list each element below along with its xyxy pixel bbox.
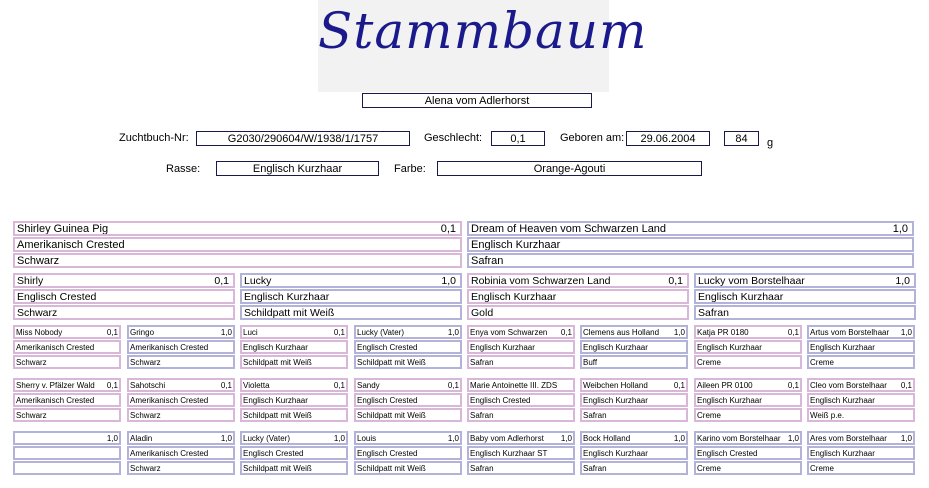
name-row — [240, 378, 348, 392]
name-row — [807, 431, 915, 445]
pedigree-card — [807, 431, 915, 476]
color-value: Creme — [697, 411, 722, 420]
name-row — [467, 325, 575, 339]
breed-row — [240, 340, 348, 354]
breed-row — [467, 340, 575, 354]
color-row — [13, 305, 235, 320]
color-value: Safran — [698, 307, 729, 319]
color-row — [467, 408, 575, 422]
sex-value: 0,1 — [787, 381, 799, 390]
sex-value: 1,0 — [220, 434, 232, 443]
color-row — [240, 408, 348, 422]
color-row — [127, 461, 235, 475]
pedigree-card — [467, 325, 575, 370]
sex-value: 1,0 — [441, 275, 456, 287]
animal-name: Gringo — [130, 328, 155, 337]
color-row — [127, 408, 235, 422]
breed-row — [467, 237, 914, 252]
breed-value: Englisch Kurzhaar — [471, 239, 561, 251]
breed-row — [807, 340, 915, 354]
color-value: Creme — [810, 464, 835, 473]
color-row — [354, 355, 462, 369]
pedigree-card — [467, 431, 575, 476]
color-row — [807, 408, 915, 422]
name-row — [13, 325, 121, 339]
pedigree-card — [467, 221, 914, 269]
animal-name: Shirly — [17, 275, 44, 287]
breed-value: Englisch Crested — [17, 291, 97, 303]
color-value: Schildpatt mit Weiß — [244, 307, 335, 319]
pedigree-card — [240, 325, 348, 370]
name-row — [13, 378, 121, 392]
breed-row — [807, 446, 915, 460]
pedigree-card — [694, 273, 916, 321]
animal-name: Clemens aus Holland — [583, 328, 660, 337]
name-row — [580, 325, 688, 339]
pedigree-card — [467, 378, 575, 423]
breed-row — [13, 393, 121, 407]
color-row — [13, 355, 121, 369]
color-row — [694, 461, 802, 475]
name-row — [127, 378, 235, 392]
name-row — [240, 325, 348, 339]
animal-name-field: Alena vom Adlerhorst — [362, 93, 592, 108]
breed-row — [13, 289, 235, 304]
animal-name: Sherry v. Pfälzer Wald — [16, 381, 95, 390]
animal-name: Enya vom Schwarzen — [470, 328, 548, 337]
name-row — [694, 378, 802, 392]
color-value: Creme — [697, 464, 722, 473]
rasse-field: Englisch Kurzhaar — [216, 161, 379, 176]
color-value: Schwarz — [16, 358, 47, 367]
name-row — [580, 378, 688, 392]
pedigree-card — [354, 378, 462, 423]
pedigree-card — [13, 378, 121, 423]
sex-value: 1,0 — [787, 434, 799, 443]
sex-value: 0,1 — [787, 328, 799, 337]
color-value: Schildpatt mit Weiß — [243, 411, 312, 420]
color-row — [240, 355, 348, 369]
sex-value: 0,1 — [447, 381, 459, 390]
breed-value: Englisch Kurzhaar — [810, 343, 875, 352]
color-row — [580, 355, 688, 369]
color-row — [694, 408, 802, 422]
pedigree-card — [694, 378, 802, 423]
animal-name: Robinia vom Schwarzen Land — [471, 275, 611, 287]
name-row — [240, 273, 462, 288]
breed-value: Englisch Kurzhaar — [243, 396, 308, 405]
pedigree-card — [580, 325, 688, 370]
animal-name: Lucky (Vater) — [357, 328, 404, 337]
pedigree-card — [580, 431, 688, 476]
pedigree-card — [127, 325, 235, 370]
animal-name: Baby vom Adlerhorst — [470, 434, 544, 443]
name-row — [13, 273, 235, 288]
color-value: Schwarz — [17, 307, 58, 319]
color-value: Safran — [470, 411, 494, 420]
sex-value: 1,0 — [900, 434, 912, 443]
color-row — [240, 305, 462, 320]
pedigree-card — [127, 431, 235, 476]
sex-value: 0,1 — [220, 381, 232, 390]
sex-value: 1,0 — [900, 328, 912, 337]
pedigree-card — [127, 378, 235, 423]
name-row — [807, 378, 915, 392]
pedigree-card — [240, 431, 348, 476]
breed-value: Englisch Kurzhaar — [698, 291, 784, 303]
color-row — [127, 355, 235, 369]
breed-value: Englisch Crested — [357, 449, 418, 458]
geschlecht-label: Geschlecht: — [424, 132, 483, 144]
sex-value: 1,0 — [673, 328, 685, 337]
breed-value: Englisch Crested — [697, 449, 758, 458]
pedigree-card — [580, 378, 688, 423]
name-row — [694, 431, 802, 445]
breed-value: Amerikanisch Crested — [17, 239, 125, 251]
animal-name: Ares vom Borstelhaar — [810, 434, 887, 443]
sex-value: 1,0 — [333, 434, 345, 443]
sex-value: 1,0 — [106, 434, 118, 443]
color-value: Schwarz — [130, 358, 161, 367]
breed-row — [240, 393, 348, 407]
color-value: Safran — [471, 255, 504, 267]
animal-name: Sahotschi — [130, 381, 166, 390]
breed-row — [580, 340, 688, 354]
breed-value: Englisch Kurzhaar — [810, 396, 875, 405]
animal-name: Karino vom Borstelhaar — [697, 434, 781, 443]
breed-value: Englisch Kurzhaar — [810, 449, 875, 458]
animal-name: Shirley Guinea Pig — [17, 223, 109, 235]
breed-value: Englisch Crested — [243, 449, 304, 458]
sex-value: 1,0 — [447, 434, 459, 443]
breed-value: Englisch Kurzhaar — [583, 343, 648, 352]
breed-row — [467, 446, 575, 460]
color-value: Creme — [697, 358, 722, 367]
color-row — [694, 305, 916, 320]
sex-value: 0,1 — [900, 381, 912, 390]
color-value: Schwarz — [16, 411, 47, 420]
breed-value: Amerikanisch Crested — [130, 396, 209, 405]
color-value: Schwarz — [130, 411, 161, 420]
animal-name: Louis — [357, 434, 377, 443]
name-row — [467, 378, 575, 392]
breed-row — [694, 446, 802, 460]
breed-row — [580, 446, 688, 460]
sex-value: 0,1 — [560, 328, 572, 337]
color-row — [467, 461, 575, 475]
name-row — [127, 325, 235, 339]
breed-row — [127, 446, 235, 460]
color-row — [467, 355, 575, 369]
breed-row — [127, 340, 235, 354]
breed-row — [694, 393, 802, 407]
gewicht-unit: g — [767, 137, 774, 149]
name-row — [807, 325, 915, 339]
name-row — [580, 431, 688, 445]
breed-value: Englisch Kurzhaar — [697, 396, 762, 405]
animal-name: Bock Holland — [583, 434, 631, 443]
color-row — [694, 355, 802, 369]
color-row — [13, 253, 462, 268]
name-row — [127, 431, 235, 445]
pedigree-card — [354, 431, 462, 476]
color-value: Schildpatt mit Weiß — [357, 358, 426, 367]
color-value: Schildpatt mit Weiß — [357, 411, 426, 420]
sex-value: 1,0 — [892, 223, 908, 235]
breed-value: Amerikanisch Crested — [16, 396, 95, 405]
breed-value: Amerikanisch Crested — [130, 449, 209, 458]
animal-name: Violetta — [243, 381, 270, 390]
color-value: Schwarz — [130, 464, 161, 473]
sex-value: 1,0 — [560, 434, 572, 443]
geschlecht-field: 0,1 — [491, 131, 545, 146]
pedigree-card — [807, 325, 915, 370]
breed-row — [694, 289, 916, 304]
breed-row — [13, 237, 462, 252]
sex-value: 0,1 — [673, 381, 685, 390]
sex-value: 1,0 — [895, 275, 910, 287]
animal-name: Miss Nobody — [16, 328, 63, 337]
name-row — [354, 325, 462, 339]
breed-row — [467, 393, 575, 407]
animal-name: Lucky (Vater) — [243, 434, 290, 443]
color-row — [807, 461, 915, 475]
color-row — [807, 355, 915, 369]
animal-name: Artus vom Borstelhaar — [810, 328, 890, 337]
breed-value: Englisch Crested — [357, 396, 418, 405]
pedigree-card — [240, 273, 462, 321]
breed-row — [467, 289, 689, 304]
color-row — [467, 305, 689, 320]
animal-name: Cleo vom Borstelhaar — [810, 381, 887, 390]
color-row — [354, 408, 462, 422]
color-value: Schwarz — [17, 255, 60, 267]
gewicht-field: 84 — [724, 131, 759, 146]
page-title: Stammbaum — [318, 2, 648, 60]
color-value: Safran — [583, 464, 607, 473]
color-value: Safran — [583, 411, 607, 420]
animal-name: Luci — [243, 328, 258, 337]
breed-row — [240, 446, 348, 460]
breed-row — [13, 446, 121, 460]
animal-name: Lucky vom Borstelhaar — [698, 275, 805, 287]
name-row — [13, 431, 121, 445]
animal-name: Dream of Heaven vom Schwarzen Land — [471, 223, 667, 235]
breed-value: Amerikanisch Crested — [16, 343, 95, 352]
breed-row — [354, 393, 462, 407]
color-row — [13, 408, 121, 422]
pedigree-card — [13, 325, 121, 370]
breed-value: Englisch Kurzhaar ST — [470, 449, 548, 458]
breed-value: Englisch Crested — [357, 343, 418, 352]
pedigree-card — [694, 325, 802, 370]
sex-value: 0,1 — [106, 328, 118, 337]
name-row — [354, 431, 462, 445]
name-row — [694, 325, 802, 339]
color-row — [13, 461, 121, 475]
color-value: Schildpatt mit Weiß — [243, 358, 312, 367]
zuchtbuch-label: Zuchtbuch-Nr: — [119, 132, 189, 144]
animal-name: Marie Antoinette III. ZDS — [470, 381, 558, 390]
breed-row — [127, 393, 235, 407]
breed-row — [13, 340, 121, 354]
sex-value: 1,0 — [447, 328, 459, 337]
animal-name: Lucky — [244, 275, 272, 287]
name-row — [467, 273, 689, 288]
breed-row — [240, 289, 462, 304]
breed-value: Englisch Kurzhaar — [470, 343, 535, 352]
breed-value: Englisch Kurzhaar — [243, 343, 308, 352]
breed-row — [580, 393, 688, 407]
name-row — [467, 431, 575, 445]
pedigree-card — [467, 273, 689, 321]
sex-value: 1,0 — [220, 328, 232, 337]
breed-value: Englisch Kurzhaar — [244, 291, 330, 303]
name-row — [240, 431, 348, 445]
animal-name: Weibchen Holland — [583, 381, 648, 390]
color-value: Creme — [810, 358, 835, 367]
breed-row — [694, 340, 802, 354]
farbe-label: Farbe: — [394, 163, 426, 175]
pedigree-card — [13, 431, 121, 476]
sex-value: 0,1 — [333, 381, 345, 390]
breed-row — [807, 393, 915, 407]
sex-value: 0,1 — [333, 328, 345, 337]
name-row — [354, 378, 462, 392]
farbe-field: Orange-Agouti — [437, 161, 702, 176]
animal-name: Aladin — [130, 434, 153, 443]
color-value: Safran — [470, 464, 494, 473]
sex-value: 0,1 — [106, 381, 118, 390]
sex-value: 0,1 — [668, 275, 683, 287]
breed-value: Englisch Kurzhaar — [583, 449, 648, 458]
breed-value: Amerikanisch Crested — [130, 343, 209, 352]
rasse-label: Rasse: — [166, 163, 201, 175]
geboren-field: 29.06.2004 — [626, 131, 710, 146]
pedigree-card — [13, 273, 235, 321]
breed-value: Englisch Crested — [470, 396, 531, 405]
sex-value: 0,1 — [440, 223, 456, 235]
pedigree-card — [240, 378, 348, 423]
pedigree-card — [13, 221, 462, 269]
color-row — [580, 408, 688, 422]
animal-name: Katja PR 0180 — [697, 328, 749, 337]
name-row — [694, 273, 916, 288]
animal-name: Sandy — [357, 381, 380, 390]
sex-value: 1,0 — [673, 434, 685, 443]
color-value: Schildpatt mit Weiß — [357, 464, 426, 473]
geboren-label: Geboren am: — [560, 132, 625, 144]
color-row — [240, 461, 348, 475]
breed-row — [354, 446, 462, 460]
color-value: Safran — [470, 358, 494, 367]
pedigree-card — [694, 431, 802, 476]
pedigree-card — [807, 378, 915, 423]
sex-value: 0,1 — [214, 275, 229, 287]
breed-value: Englisch Kurzhaar — [471, 291, 557, 303]
breed-value: Englisch Kurzhaar — [583, 396, 648, 405]
zuchtbuch-field: G2030/290604/W/1938/1/1757 — [196, 131, 410, 146]
animal-name: Aileen PR 0100 — [697, 381, 753, 390]
pedigree-card — [354, 325, 462, 370]
color-value: Schildpatt mit Weiß — [243, 464, 312, 473]
name-row — [13, 221, 462, 236]
color-value: Buff — [583, 358, 598, 367]
breed-row — [354, 340, 462, 354]
color-value: Gold — [471, 307, 494, 319]
name-row — [467, 221, 914, 236]
color-row — [354, 461, 462, 475]
color-value: Weiß p.e. — [810, 411, 845, 420]
color-row — [580, 461, 688, 475]
breed-value: Englisch Kurzhaar — [697, 343, 762, 352]
color-row — [467, 253, 914, 268]
